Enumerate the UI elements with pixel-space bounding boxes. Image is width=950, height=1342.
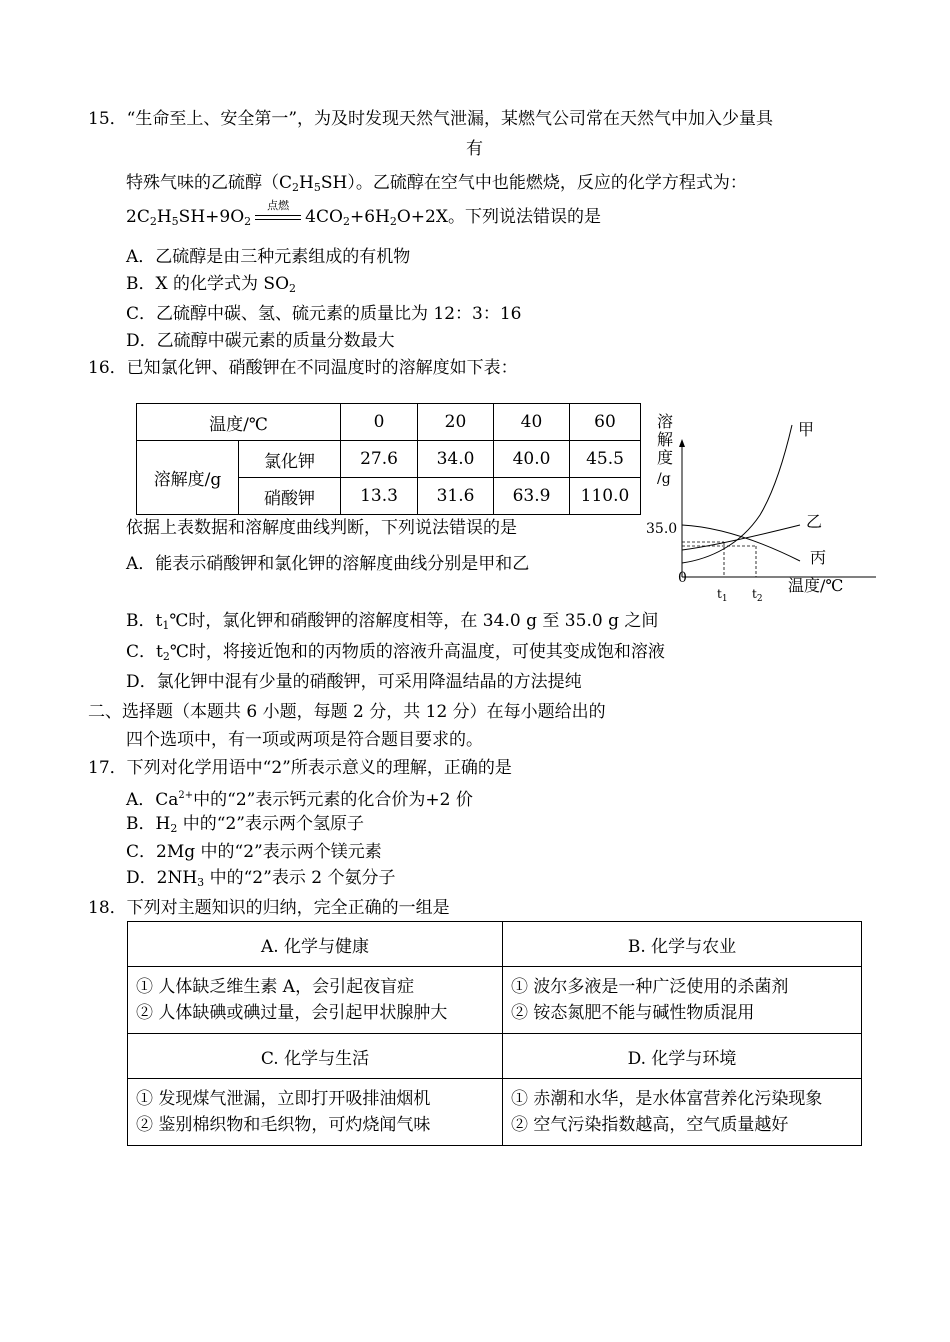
- q17-option-c: C．2Mg 中的“2”表示两个镁元素: [126, 842, 382, 862]
- solubility-curve-chart: [640, 405, 890, 605]
- table-temp-label: 温度/℃: [137, 404, 341, 441]
- q17-option-a: A．$Ca^{2+}$中的“2”表示钙元素的化合价为+2 价: [126, 790, 473, 810]
- kb-d-line1: ① 赤潮和水华，是水体富营养化污染现象: [511, 1089, 823, 1109]
- q15-eq-right: $4CO_2+6H_2O+2X$。下列说法错误的是: [305, 207, 601, 228]
- q15-stem-line2: 特殊气味的乙硫醇$(C_2H_5SH)$。乙硫醇在空气中也能燃烧，反应的化学方程式为：: [126, 173, 747, 194]
- table-temp-40: 40: [494, 404, 570, 441]
- solubility-table: [136, 403, 641, 515]
- table-cell: 110.0: [570, 478, 641, 515]
- q15-stem-line1b: 有: [466, 139, 483, 159]
- q16-intro: 依据上表数据和溶解度曲线判断，下列说法错误的是: [126, 518, 517, 538]
- chart-ylabel-1: 溶: [657, 412, 674, 431]
- q15-option-a: A．乙硫醇是由三种元素组成的有机物: [126, 247, 411, 267]
- kb-b-line2: ② 铵态氮肥不能与碱性物质混用: [511, 1003, 755, 1023]
- q16-option-d: D．氯化钾中混有少量的硝酸钾，可采用降温结晶的方法提纯: [126, 672, 582, 692]
- q17-stem: 17．下列对化学用语中“2”所表示意义的理解，正确的是: [88, 758, 512, 778]
- kb-content-c: [128, 1079, 503, 1146]
- kb-title-b: B. 化学与农业: [503, 922, 862, 967]
- q17-option-d: D．$2NH_3$ 中的“2”表示 2 个氨分子: [126, 868, 396, 889]
- kb-title-c: C. 化学与生活: [128, 1034, 503, 1079]
- kb-b-line1: ① 波尔多液是一种广泛使用的杀菌剂: [511, 977, 789, 997]
- kb-d-line2: ② 空气污染指数越高，空气质量越好: [511, 1115, 789, 1135]
- chart-xtick-t2: $t_2$: [752, 587, 763, 604]
- table-cell: 34.0: [418, 441, 494, 478]
- y-axis-arrow-icon: [679, 439, 685, 447]
- table-temp-0: 0: [341, 404, 418, 441]
- chart-xtick-t1: $t_1$: [717, 587, 728, 604]
- table-cell: 63.9: [494, 478, 570, 515]
- kb-a-line1: ① 人体缺乏维生素 A，会引起夜盲症: [136, 977, 415, 997]
- q15-option-d: D．乙硫醇中碳元素的质量分数最大: [126, 331, 395, 351]
- chart-ylabel-4: /g: [657, 471, 671, 487]
- q15-stem-line1: 15．“生命至上、安全第一”，为及时发现天然气泄漏，某燃气公司常在天然气中加入少量具: [88, 109, 774, 129]
- kb-title-a: A. 化学与健康: [128, 922, 503, 967]
- kb-c-line2: ② 鉴别棉织物和毛织物，可灼烧闻气味: [136, 1115, 431, 1135]
- q16-option-c: C．$t_2℃$时，将接近饱和的丙物质的溶液升高温度，可使其变成饱和溶液: [126, 642, 665, 663]
- section2-heading: 二、选择题（本题共 6 小题，每题 2 分，共 12 分）在每小题给出的: [88, 702, 606, 722]
- q17-option-b: B．$H_2$ 中的“2”表示两个氢原子: [126, 814, 364, 835]
- ignite-condition: [255, 199, 301, 224]
- table-cell: 13.3: [341, 478, 418, 515]
- kb-a-line2: ② 人体缺碘或碘过量，会引起甲状腺肿大: [136, 1003, 448, 1023]
- chart-origin: 0: [678, 570, 687, 586]
- chart-xlabel: 温度/℃: [788, 576, 844, 595]
- table-row-kcl-name: 氯化钾: [239, 441, 341, 478]
- section2-instruction: 四个选项中，有一项或两项是符合题目要求的。: [126, 730, 483, 750]
- table-cell: 31.6: [418, 478, 494, 515]
- kb-title-d: D. 化学与环境: [503, 1034, 862, 1079]
- ignite-condition-label: 点燃: [267, 199, 290, 212]
- kb-c-line1: ① 发现煤气泄漏，立即打开吸排油烟机: [136, 1089, 431, 1109]
- kb-content-a: [128, 967, 503, 1034]
- kb-content-d: [503, 1079, 862, 1146]
- table-cell: 40.0: [494, 441, 570, 478]
- q15-option-b: B．X 的化学式为 $SO_2$: [126, 274, 297, 295]
- kb-content-b: [503, 967, 862, 1034]
- q18-stem: 18．下列对主题知识的归纳，完全正确的一组是: [88, 898, 450, 918]
- table-cell: 27.6: [341, 441, 418, 478]
- chart-ylabel-3: 度: [657, 448, 674, 467]
- curve-label-bing: 丙: [810, 548, 827, 567]
- q16-option-b: B．$t_1℃$时，氯化钾和硝酸钾的溶解度相等，在 34.0 g 至 35.0 g 之间: [126, 611, 659, 632]
- table-row-kno3-name: 硝酸钾: [239, 478, 341, 515]
- chart-ytick-35: 35.0: [646, 521, 678, 537]
- table-sol-label: 溶解度/g: [137, 441, 239, 515]
- curve-label-yi: 乙: [806, 512, 823, 531]
- q15-eq-left: $2C_2H_5SH+9O_2$: [126, 207, 252, 228]
- table-temp-20: 20: [418, 404, 494, 441]
- table-cell: 45.5: [570, 441, 641, 478]
- curve-bing: [682, 525, 800, 561]
- table-temp-60: 60: [570, 404, 641, 441]
- q16-stem: 16．已知氯化钾、硝酸钾在不同温度时的溶解度如下表：: [88, 358, 518, 378]
- q16-option-a: A．能表示硝酸钾和氯化钾的溶解度曲线分别是甲和乙: [126, 554, 530, 574]
- q15-equation: [126, 199, 601, 233]
- chart-ylabel-2: 解: [657, 430, 674, 449]
- curve-label-jia: 甲: [798, 420, 815, 439]
- q15-option-c: C．乙硫醇中碳、氢、硫元素的质量比为 12：3：16: [126, 304, 522, 324]
- knowledge-table: [127, 921, 862, 1146]
